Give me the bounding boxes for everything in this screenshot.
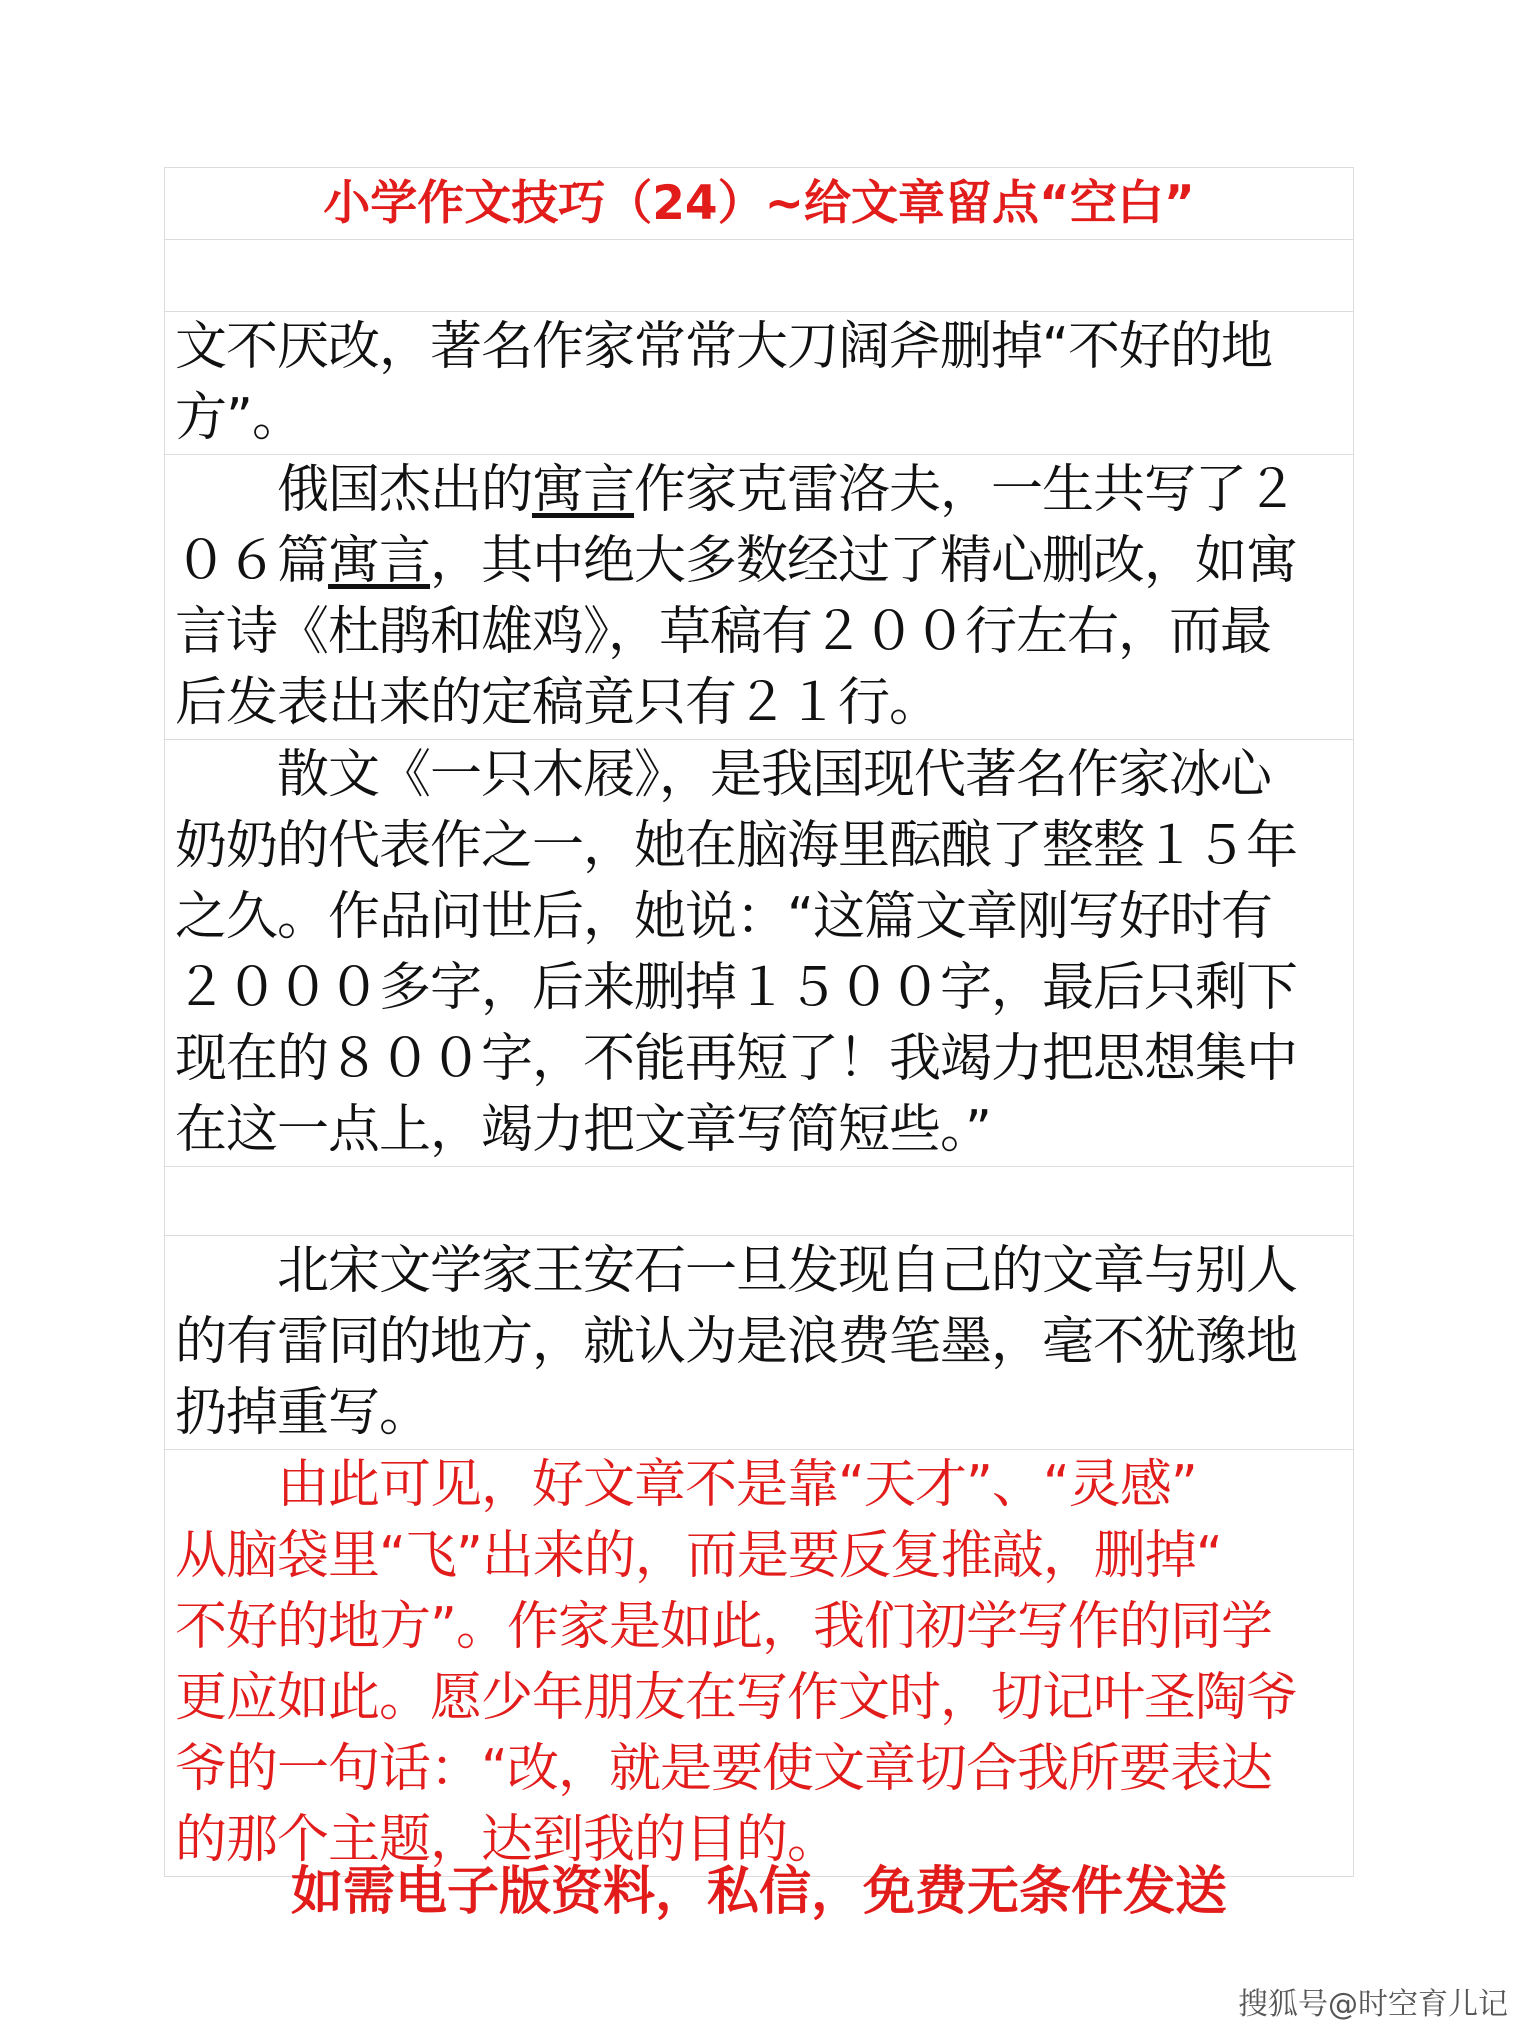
text-line: 的那个主题，达到我的目的。 xyxy=(175,1810,839,1870)
text-segment: ，其中绝大多数经过了精心删改，如寓 xyxy=(430,531,1298,591)
paragraph-conclusion xyxy=(165,1450,1354,1877)
text-line: 现在的８００字，不能再短了！我竭力把思想集中 xyxy=(175,1029,1298,1089)
document-title: 小学作文技巧（24）~给文章留点“空白” xyxy=(165,168,1354,240)
text-line: 奶奶的代表作之一，她在脑海里酝酿了整整１５年 xyxy=(175,816,1298,876)
text-segment: ０６篇 xyxy=(175,531,329,591)
text-line: 文不厌改，著名作家常常大刀阔斧删掉“不好的地 xyxy=(175,317,1272,377)
text-line: 由此可见，好文章不是靠“天才”、“灵感” xyxy=(175,1455,1197,1515)
text-line: 爷的一句话：“改，就是要使文章切合我所要表达 xyxy=(175,1739,1272,1799)
paragraph-wang-anshi xyxy=(165,1236,1354,1450)
document-table xyxy=(164,167,1354,1877)
underlined-word: 寓言 xyxy=(328,531,431,591)
text-line: 从脑袋里“飞”出来的，而是要反复推敲，删掉“ xyxy=(175,1526,1222,1586)
text-line: 北宋文学家王安石一旦发现自己的文章与别人 xyxy=(175,1241,1298,1301)
text-line: 扔掉重写。 xyxy=(175,1383,431,1443)
text-line xyxy=(175,526,1343,597)
underlined-word: 寓言 xyxy=(532,460,635,520)
text-line: 不好的地方”。作家是如此，我们初学写作的同学 xyxy=(175,1597,1272,1657)
text-line: 后发表出来的定稿竟只有２１行。 xyxy=(175,673,941,733)
paragraph-bingxin xyxy=(165,740,1354,1167)
paragraph-revision-intro xyxy=(165,312,1354,455)
blank-row xyxy=(165,1167,1354,1236)
text-line: 方”。 xyxy=(175,388,303,448)
blank-row xyxy=(165,240,1354,312)
text-line: ２０００多字，后来删掉１５００字，最后只剩下 xyxy=(175,958,1298,1018)
paragraph-krylov xyxy=(165,455,1354,740)
text-line: 散文《一只木屐》，是我国现代著名作家冰心 xyxy=(175,745,1272,805)
source-watermark: 搜狐号@时空育儿记 xyxy=(1238,1987,1508,2022)
text-line: 的有雷同的地方，就认为是浪费笔墨，毫不犹豫地 xyxy=(175,1312,1298,1372)
text-line: 言诗《杜鹃和雄鸡》，草稿有２００行左右，而最 xyxy=(175,602,1272,662)
footer-notice: 如需电子版资料，私信，免费无条件发送 xyxy=(290,1862,1227,1922)
text-segment: 作家克雷洛夫，一生共写了２ xyxy=(634,460,1298,520)
text-line: 在这一点上，竭力把文章写简短些。” xyxy=(175,1100,991,1160)
text-segment: 俄国杰出的 xyxy=(175,460,533,520)
text-line: 之久。作品问世后，她说：“这篇文章刚写好时有 xyxy=(175,887,1272,947)
text-line: 更应如此。愿少年朋友在写作文时，切记叶圣陶爷 xyxy=(175,1668,1298,1728)
text-line xyxy=(175,455,1343,526)
